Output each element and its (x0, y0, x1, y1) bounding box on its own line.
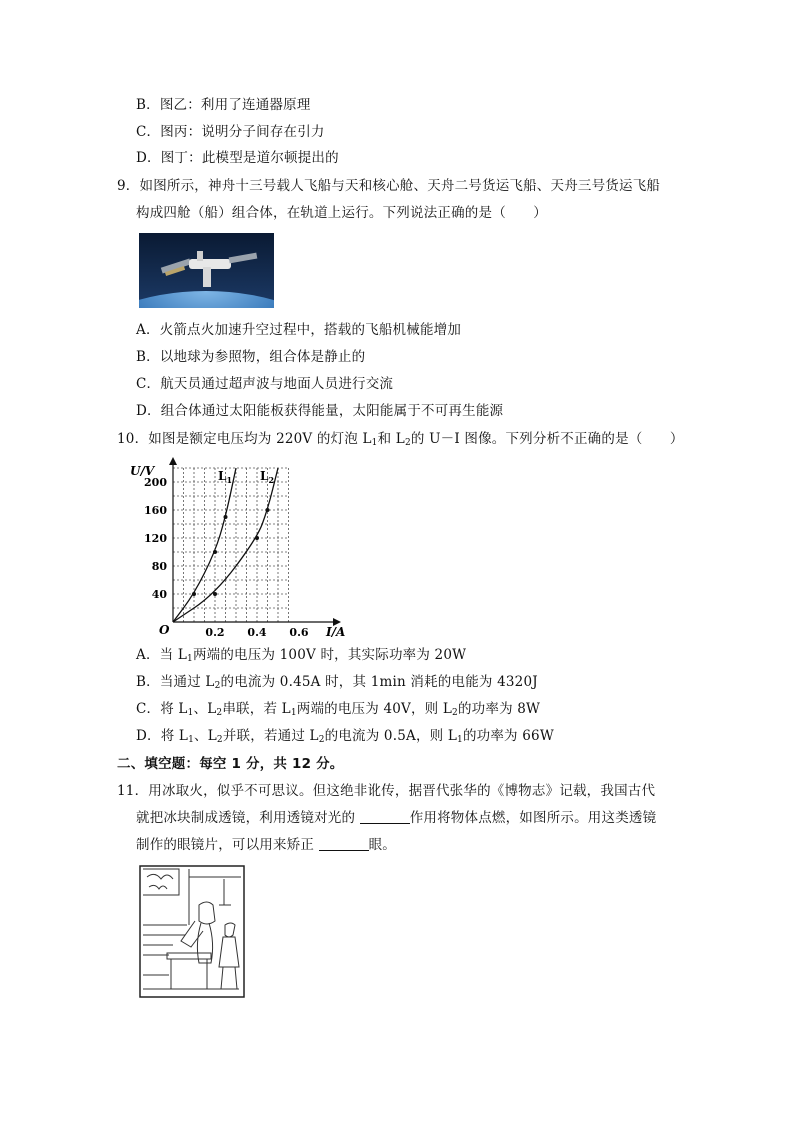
data-point-l1 (224, 515, 228, 519)
q9-option-a: A．火箭点火加速升空过程中，搭载的飞船机械能增加 (136, 322, 462, 338)
data-point-l2 (255, 536, 259, 540)
q10-stem: 10．如图是额定电压均为 220V 的灯泡 $L_1$和 $L_2$的 U－I 图像。下列分析不正确的是（ ） (117, 431, 684, 448)
y-axis-label: U/V (130, 464, 155, 478)
origin-label: O (159, 623, 170, 637)
y-tick-label: 80 (151, 560, 167, 573)
q10-option-b: B．当通过 $L_2$的电流为 0.45A 时，其 1min 消耗的电能为 4320J (136, 674, 538, 691)
q10-option-c: C．将 $L_1$、$L_2$串联，若 $L_1$两端的电压为 40V，则 $L_2$的功率为 8W (136, 701, 541, 718)
q9-stem-line2: 构成四舱（船）组合体，在轨道上运行。下列说法正确的是（ ） (136, 205, 547, 221)
x-axis-label: I/A (326, 625, 346, 639)
data-point-l1 (192, 592, 196, 596)
y-tick-label: 120 (144, 532, 167, 545)
series-label-l1: $L_1$ (218, 469, 233, 485)
x-tick-label: 0.6 (289, 626, 309, 639)
answer-blank-1[interactable] (360, 809, 410, 824)
ice-lens-illustration (139, 865, 245, 998)
data-point-l1 (213, 550, 217, 554)
q8-option-c: C．图丙：说明分子间存在引力 (136, 124, 325, 140)
q11-stem-line1: 11．用冰取火，似乎不可思议。但这绝非讹传，据晋代张华的《博物志》记载，我国古代 (117, 783, 656, 799)
q9-option-d: D．组合体通过太阳能板获得能量，太阳能属于不可再生能源 (136, 403, 504, 419)
space-station-photo (139, 233, 274, 308)
data-point-l2 (266, 508, 270, 512)
q8-option-d: D．图丁：此模型是道尔顿提出的 (136, 150, 339, 166)
section-heading: 二、填空题：每空 1 分，共 12 分。 (117, 756, 344, 772)
q9-stem-line1: 9．如图所示，神舟十三号载人飞船与天和核心舱、天舟二号货运飞船、天舟三号货运飞船 (117, 178, 661, 194)
q9-option-b: B．以地球为参照物，组合体是静止的 (136, 349, 366, 365)
y-tick-label: 160 (144, 504, 167, 517)
q10-option-d: D．将 $L_1$、$L_2$并联，若通过 $L_2$的电流为 0.5A，则 $L_1$的功率为 66W (136, 728, 554, 745)
q8-option-b: B．图乙：利用了连通器原理 (136, 97, 311, 113)
ui-chart (128, 455, 358, 640)
y-axis-arrow (169, 457, 177, 465)
y-tick-label: 40 (151, 588, 167, 601)
data-point-l2 (213, 592, 217, 596)
q10-option-a: A．当 $L_1$两端的电压为 100V 时，其实际功率为 20W (136, 647, 467, 664)
q11-stem-line3: 制作的眼镜片，可以用来矫正 眼。 (136, 837, 396, 853)
q11-stem-line2: 就把冰块制成透镜，利用透镜对光的 作用将物体点燃，如图所示。用这类透镜 (136, 810, 657, 826)
answer-blank-2[interactable] (319, 836, 369, 851)
x-tick-label: 0.2 (205, 626, 225, 639)
q9-option-c: C．航天员通过超声波与地面人员进行交流 (136, 376, 394, 392)
x-tick-label: 0.4 (247, 626, 267, 639)
series-label-l2: $L_2$ (260, 469, 275, 485)
y-tick-label: 200 (144, 476, 167, 489)
